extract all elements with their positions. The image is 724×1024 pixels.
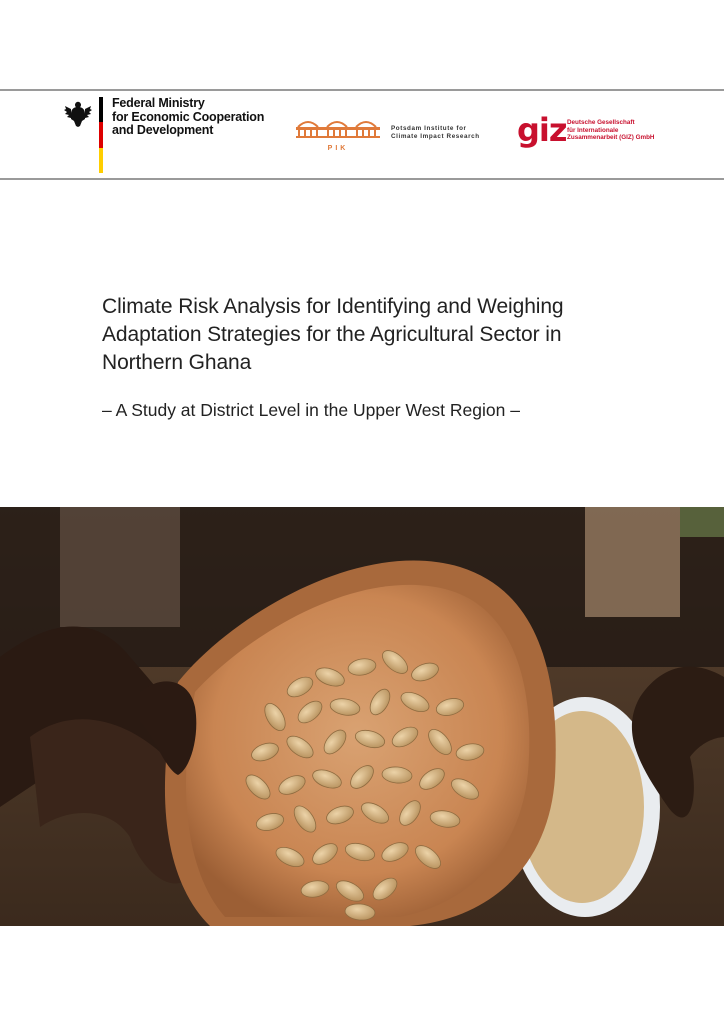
- cover-photo: [0, 507, 724, 926]
- peanuts-bowl-illustration: [0, 507, 724, 926]
- pik-logo-icon: [294, 115, 384, 155]
- giz-logo-mark: giz: [517, 111, 567, 149]
- federal-eagle-icon: [64, 97, 92, 129]
- bottom-rule: [0, 178, 724, 180]
- document-title: [102, 293, 642, 377]
- document-subtitle: – A Study at District Level in the Upper West Region –: [102, 400, 520, 420]
- title-line: Northern Ghana: [102, 351, 252, 374]
- german-flag-stripe: [99, 97, 103, 173]
- title-line: Climate Risk Analysis for Identifying and Weighing: [102, 295, 564, 318]
- pik-logo-text: Potsdam Institute for Climate Impact Research: [391, 125, 480, 140]
- pik-abbr: PIK: [327, 145, 349, 152]
- bmz-logo-text: Federal Ministry for Economic Cooperation and Development: [112, 96, 265, 137]
- title-line: Adaptation Strategies for the Agricultural Sector in: [102, 323, 562, 346]
- giz-logo-text: Deutsche Gesellschaft für Internationale Zusammenarbeit (GIZ) GmbH: [567, 119, 655, 141]
